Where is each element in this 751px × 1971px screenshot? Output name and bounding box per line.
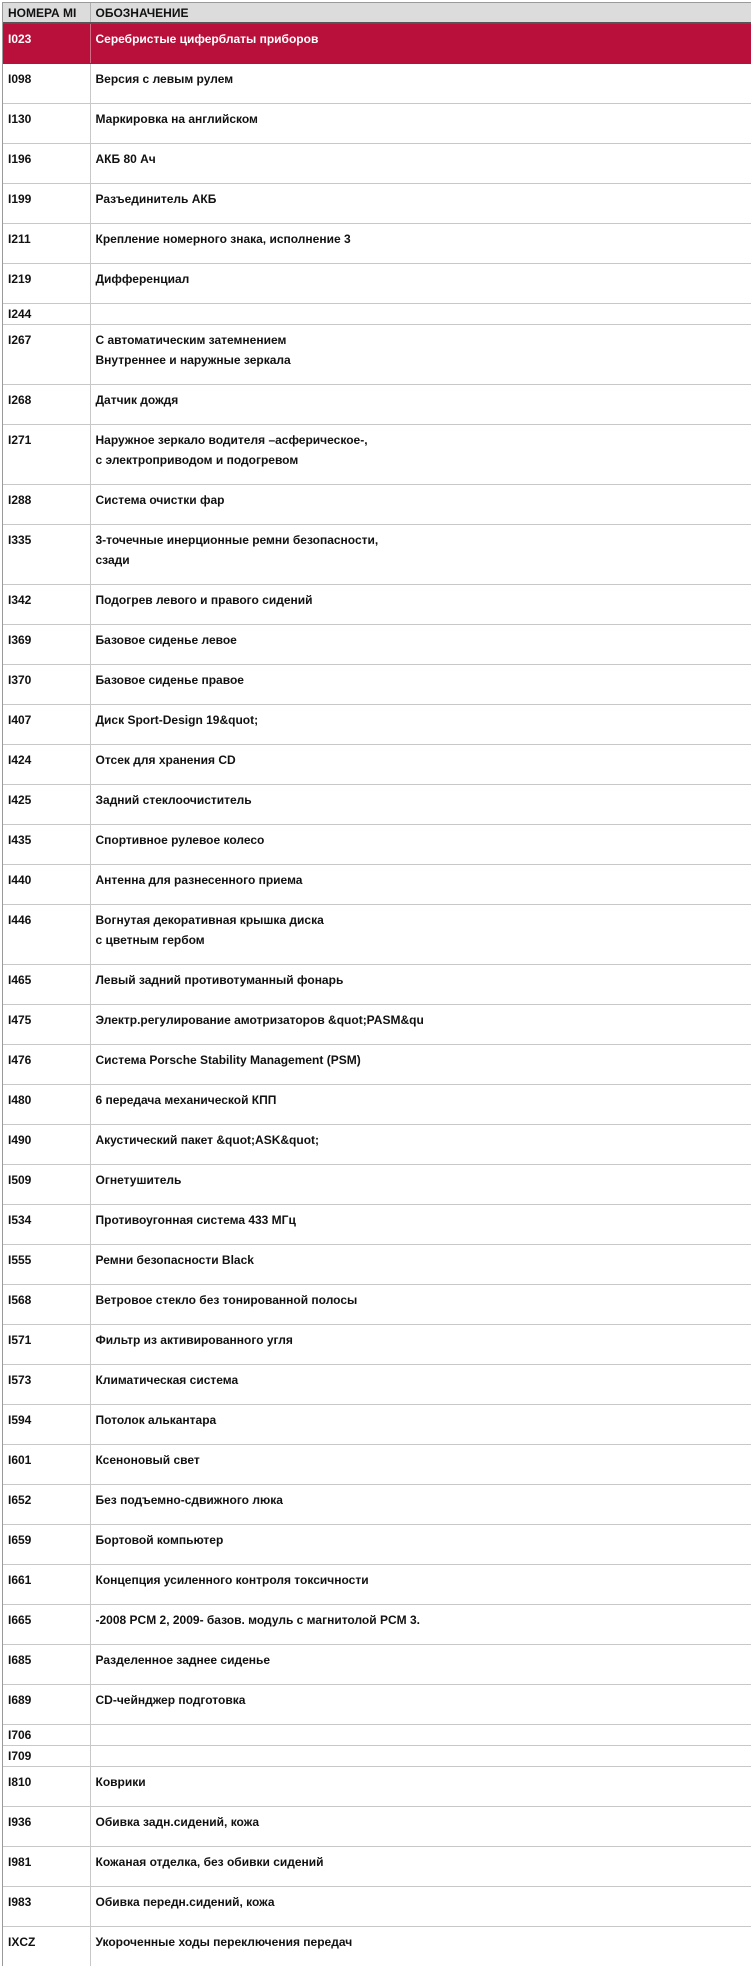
option-description-line: Обивка передн.сидений, кожа	[95, 1894, 275, 1909]
option-code-cell[interactable]: I199	[3, 183, 90, 223]
option-description-line: Укороченные ходы переключения передач	[95, 1934, 353, 1949]
option-code-cell[interactable]: I509	[3, 1164, 90, 1204]
option-code-cell[interactable]: I342	[3, 584, 90, 624]
option-code-cell[interactable]: I706	[3, 1724, 90, 1745]
option-code-cell[interactable]: I424	[3, 744, 90, 784]
option-description-cell[interactable]	[90, 1244, 751, 1284]
table-row[interactable]	[3, 1084, 751, 1124]
table-row[interactable]	[3, 524, 751, 584]
option-code-cell[interactable]: I023	[3, 23, 90, 63]
option-description-line: Версия с левым рулем	[95, 71, 234, 86]
table-row[interactable]	[3, 744, 751, 784]
option-description-line: Акустический пакет &quot;ASK&quot;	[95, 1132, 320, 1147]
option-code-cell[interactable]: I425	[3, 784, 90, 824]
option-code-cell[interactable]: I465	[3, 964, 90, 1004]
option-description-cell[interactable]	[90, 664, 751, 704]
option-description-cell[interactable]	[90, 1724, 751, 1745]
option-code-cell[interactable]: I534	[3, 1204, 90, 1244]
option-code-cell[interactable]: I476	[3, 1044, 90, 1084]
option-description-cell[interactable]	[90, 143, 751, 183]
option-description-cell[interactable]	[90, 1684, 751, 1724]
option-code-cell[interactable]: I983	[3, 1886, 90, 1926]
option-description-cell[interactable]	[90, 1564, 751, 1604]
table-body	[3, 23, 751, 1966]
option-code-cell[interactable]: I219	[3, 263, 90, 303]
option-description-line: Разделенное заднее сиденье	[95, 1652, 271, 1667]
option-description-line: Электр.регулирование амотризаторов &quot;PASM&qu	[95, 1012, 424, 1027]
option-description-line: Огнетушитель	[95, 1172, 182, 1187]
option-description-line: Крепление номерного знака, исполнение 3	[95, 231, 351, 246]
table-row[interactable]	[3, 1004, 751, 1044]
option-description-cell[interactable]	[90, 263, 751, 303]
option-description-line: Датчик дождя	[95, 392, 179, 407]
option-code-cell[interactable]: I568	[3, 1284, 90, 1324]
option-description-line: Серебристые циферблаты приборов	[95, 32, 319, 46]
option-description-line: Ремни безопасности Black	[95, 1252, 254, 1267]
option-description-cell[interactable]	[90, 1284, 751, 1324]
table-row[interactable]	[3, 1204, 751, 1244]
option-code-cell[interactable]: I661	[3, 1564, 90, 1604]
option-code-cell[interactable]: I267	[3, 324, 90, 384]
table-row[interactable]	[3, 1444, 751, 1484]
table-row[interactable]	[3, 624, 751, 664]
option-description-cell[interactable]	[90, 624, 751, 664]
option-description-line: Левый задний противотуманный фонарь	[95, 972, 344, 987]
option-description-line: Бортовой компьютер	[95, 1532, 224, 1547]
option-description-cell[interactable]	[90, 63, 751, 103]
option-code-cell[interactable]: I130	[3, 103, 90, 143]
option-description-line: 3-точечные инерционные ремни безопасности,	[95, 532, 379, 547]
option-description-cell[interactable]	[90, 303, 751, 324]
option-code-cell[interactable]: I601	[3, 1444, 90, 1484]
option-code-cell[interactable]: I440	[3, 864, 90, 904]
option-description-line: Климатическая система	[95, 1372, 239, 1387]
option-description-line: 6 передача механической КПП	[95, 1092, 277, 1107]
option-description-line: Без подъемно-сдвижного люка	[95, 1492, 283, 1507]
table-row[interactable]	[3, 1604, 751, 1644]
option-description-cell[interactable]	[90, 1806, 751, 1846]
option-description-cell[interactable]	[90, 1846, 751, 1886]
table-row[interactable]	[3, 1644, 751, 1684]
option-code-cell[interactable]: I810	[3, 1766, 90, 1806]
option-description-line: Фильтр из активированного угля	[95, 1332, 293, 1347]
option-description-line: Потолок алькантара	[95, 1412, 217, 1427]
option-description-line: Базовое сиденье правое	[95, 672, 244, 687]
option-description-cell[interactable]	[90, 1484, 751, 1524]
option-description-line: Отсек для хранения CD	[95, 752, 236, 767]
table-row[interactable]	[3, 1766, 751, 1806]
table-row[interactable]	[3, 1364, 751, 1404]
option-description-cell[interactable]	[90, 324, 751, 384]
table-row[interactable]	[3, 223, 751, 263]
option-description-line: с электроприводом и подогревом	[95, 452, 299, 467]
table-row[interactable]	[3, 964, 751, 1004]
option-description-cell[interactable]	[90, 1084, 751, 1124]
option-description-line: Ветровое стекло без тонированной полосы	[95, 1292, 358, 1307]
table-row[interactable]	[3, 1846, 751, 1886]
option-description-cell[interactable]	[90, 584, 751, 624]
option-description-line: Система Porsche Stability Management (PSM)	[95, 1052, 361, 1067]
options-table-frame	[2, 2, 751, 1966]
option-code-cell[interactable]: I196	[3, 143, 90, 183]
table-row[interactable]	[3, 1926, 751, 1966]
option-description-cell[interactable]	[90, 524, 751, 584]
option-code-cell[interactable]: I555	[3, 1244, 90, 1284]
option-description-line: Базовое сиденье левое	[95, 632, 237, 647]
option-description-line: Система очистки фар	[95, 492, 225, 507]
option-description-line: Спортивное рулевое колесо	[95, 832, 265, 847]
table-row[interactable]	[3, 324, 751, 384]
option-description-line: Обивка задн.сидений, кожа	[95, 1814, 260, 1829]
option-description-line: с цветным гербом	[95, 932, 205, 947]
table-row[interactable]	[3, 1164, 751, 1204]
option-code-cell[interactable]: I685	[3, 1644, 90, 1684]
option-description-line: Антенна для разнесенного приема	[95, 872, 303, 887]
option-description-line: Коврики	[95, 1774, 146, 1789]
table-row[interactable]	[3, 1745, 751, 1766]
option-description-line: Концепция усиленного контроля токсичности	[95, 1572, 369, 1587]
table-row[interactable]	[3, 1124, 751, 1164]
option-code-cell[interactable]: I659	[3, 1524, 90, 1564]
option-code-cell[interactable]: I288	[3, 484, 90, 524]
table-row[interactable]	[3, 1324, 751, 1364]
option-description-line: Маркировка на английском	[95, 111, 258, 126]
option-description-cell[interactable]	[90, 864, 751, 904]
option-description-cell[interactable]	[90, 1124, 751, 1164]
table-row[interactable]	[3, 864, 751, 904]
option-description-cell[interactable]	[90, 1644, 751, 1684]
table-row[interactable]	[3, 584, 751, 624]
option-description-line: Противоугонная система 433 МГц	[95, 1212, 296, 1227]
option-code-cell[interactable]: I594	[3, 1404, 90, 1444]
table-header	[3, 3, 751, 23]
option-description-cell[interactable]	[90, 1766, 751, 1806]
table-row[interactable]	[3, 303, 751, 324]
table-row[interactable]	[3, 1724, 751, 1745]
table-row[interactable]	[3, 23, 751, 63]
option-description-cell[interactable]	[90, 1404, 751, 1444]
option-code-cell[interactable]: I370	[3, 664, 90, 704]
table-row[interactable]	[3, 1244, 751, 1284]
option-description-line: Подогрев левого и правого сидений	[95, 592, 313, 607]
option-description-line: Задний стеклоочиститель	[95, 792, 252, 807]
option-code-cell[interactable]: I369	[3, 624, 90, 664]
option-description-cell[interactable]	[90, 704, 751, 744]
table-row[interactable]	[3, 1886, 751, 1926]
option-description-line: Дифференциал	[95, 271, 190, 286]
option-description-cell[interactable]	[90, 1926, 751, 1966]
option-code-cell[interactable]: I211	[3, 223, 90, 263]
option-code-cell[interactable]: IXCZ	[3, 1926, 90, 1966]
option-description-line: Внутреннее и наружные зеркала	[95, 352, 291, 367]
option-description-cell[interactable]	[90, 1364, 751, 1404]
option-description-cell[interactable]	[90, 1604, 751, 1644]
option-code-cell[interactable]: I490	[3, 1124, 90, 1164]
option-code-cell[interactable]: I335	[3, 524, 90, 584]
option-description-cell[interactable]	[90, 183, 751, 223]
table-row[interactable]	[3, 664, 751, 704]
table-row[interactable]	[3, 1484, 751, 1524]
option-code-cell[interactable]: I475	[3, 1004, 90, 1044]
table-row[interactable]	[3, 1684, 751, 1724]
table-row[interactable]	[3, 704, 751, 744]
option-description-cell[interactable]	[90, 1524, 751, 1564]
option-description-line: Кожаная отделка, без обивки сидений	[95, 1854, 324, 1869]
option-description-cell[interactable]	[90, 484, 751, 524]
table-row[interactable]	[3, 824, 751, 864]
option-description-cell[interactable]	[90, 223, 751, 263]
option-description-cell[interactable]	[90, 824, 751, 864]
table-row[interactable]	[3, 143, 751, 183]
option-description-line: С автоматическим затемнением	[95, 332, 287, 347]
table-row[interactable]	[3, 1524, 751, 1564]
option-description-line: Вогнутая декоративная крышка диска	[95, 912, 324, 927]
option-code-cell[interactable]: I573	[3, 1364, 90, 1404]
option-description-cell[interactable]	[90, 1204, 751, 1244]
option-code-cell[interactable]: I571	[3, 1324, 90, 1364]
table-row[interactable]	[3, 484, 751, 524]
option-description-line: CD-чейнджер подготовка	[95, 1692, 246, 1707]
option-code-cell[interactable]: I407	[3, 704, 90, 744]
option-code-cell[interactable]: I689	[3, 1684, 90, 1724]
option-description-cell[interactable]	[90, 1444, 751, 1484]
option-description-cell[interactable]	[90, 904, 751, 964]
options-table	[3, 3, 751, 1966]
option-code-cell[interactable]: I936	[3, 1806, 90, 1846]
option-description-cell[interactable]	[90, 744, 751, 784]
table-row[interactable]	[3, 263, 751, 303]
option-description-line: Ксеноновый свет	[95, 1452, 200, 1467]
option-description-cell[interactable]	[90, 1044, 751, 1084]
option-description-cell[interactable]	[90, 1324, 751, 1364]
option-code-cell[interactable]: I268	[3, 384, 90, 424]
table-row[interactable]	[3, 1284, 751, 1324]
option-code-cell[interactable]: I480	[3, 1084, 90, 1124]
option-code-cell[interactable]: I271	[3, 424, 90, 484]
table-row[interactable]	[3, 1806, 751, 1846]
table-row[interactable]	[3, 1044, 751, 1084]
option-code-cell[interactable]: I435	[3, 824, 90, 864]
option-description-line: -2008 PCM 2, 2009- базов. модуль с магнитолой PCM 3.	[95, 1612, 420, 1627]
option-description-line: сзади	[95, 552, 130, 567]
option-description-cell[interactable]	[90, 784, 751, 824]
option-code-cell[interactable]: I709	[3, 1745, 90, 1766]
option-description-cell[interactable]	[90, 1164, 751, 1204]
option-description-line: АКБ 80 Ач	[95, 151, 156, 166]
table-row[interactable]	[3, 1564, 751, 1604]
option-description-cell[interactable]	[90, 1004, 751, 1044]
option-description-cell[interactable]	[90, 1745, 751, 1766]
table-row[interactable]	[3, 103, 751, 143]
table-row[interactable]	[3, 63, 751, 103]
option-description-cell[interactable]	[90, 103, 751, 143]
table-row[interactable]	[3, 904, 751, 964]
table-row[interactable]	[3, 784, 751, 824]
table-row[interactable]	[3, 183, 751, 223]
option-code-cell[interactable]: I665	[3, 1604, 90, 1644]
option-code-cell[interactable]: I244	[3, 303, 90, 324]
column-header-description[interactable]: ОБОЗНАЧЕНИЕ	[90, 3, 751, 23]
option-description-line: Разъединитель АКБ	[95, 191, 217, 206]
option-code-cell[interactable]: I652	[3, 1484, 90, 1524]
option-description-cell[interactable]	[90, 384, 751, 424]
option-description-line: Наружное зеркало водителя –асферическое-,	[95, 432, 368, 447]
option-description-cell[interactable]	[90, 23, 751, 63]
option-description-cell[interactable]	[90, 424, 751, 484]
option-code-cell[interactable]: I981	[3, 1846, 90, 1886]
option-code-cell[interactable]: I446	[3, 904, 90, 964]
table-row[interactable]	[3, 424, 751, 484]
option-description-line: Диск Sport-Design 19&quot;	[95, 712, 259, 727]
table-row[interactable]	[3, 384, 751, 424]
header-row	[3, 3, 751, 23]
option-description-cell[interactable]	[90, 1886, 751, 1926]
table-row[interactable]	[3, 1404, 751, 1444]
option-description-cell[interactable]	[90, 964, 751, 1004]
option-code-cell[interactable]: I098	[3, 63, 90, 103]
column-header-code[interactable]: НОМЕРА МI	[3, 3, 90, 23]
